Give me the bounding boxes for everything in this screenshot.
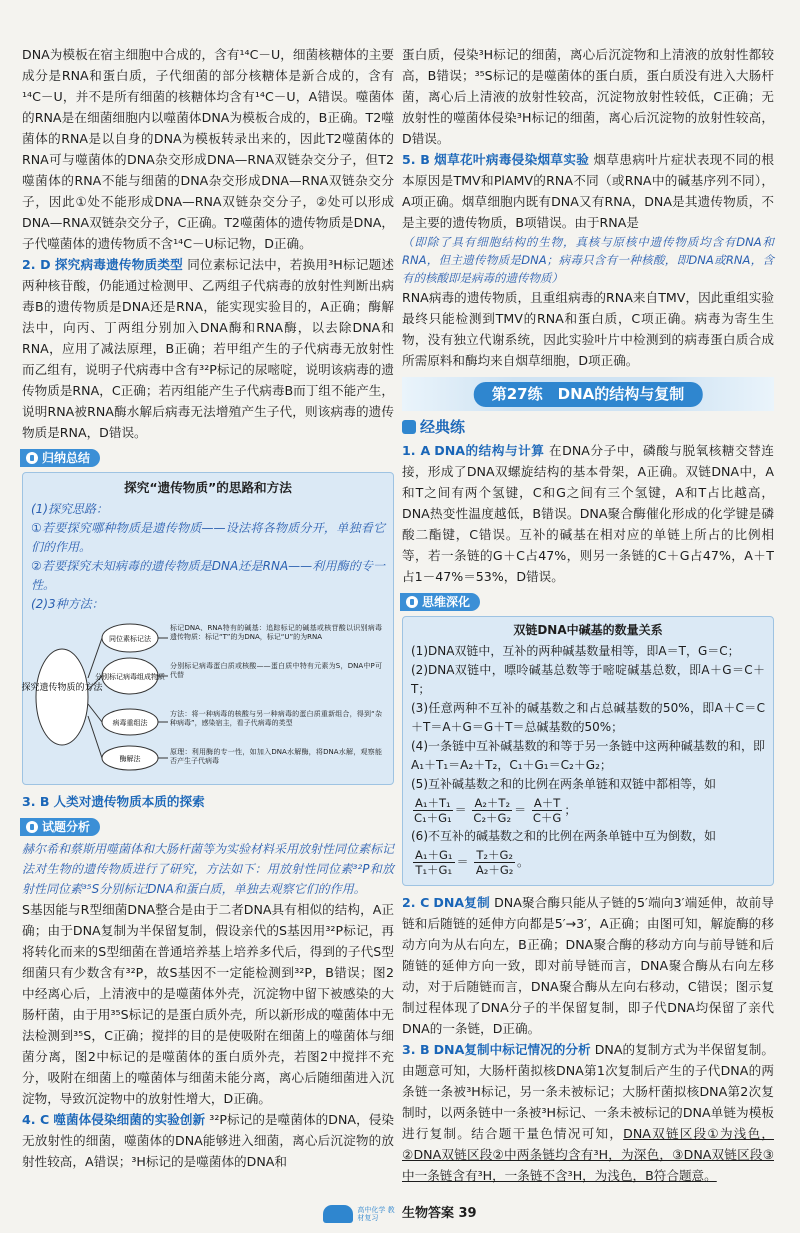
answer-2 bbox=[22, 254, 394, 443]
flow-item-2-text: 分别标记病毒蛋白质或核酸——蛋白质中特有元素为S，DNA中P可代替 bbox=[170, 662, 382, 679]
flow-node-4-label: 酶解法 bbox=[119, 755, 141, 763]
answer-r1 bbox=[402, 440, 774, 587]
answer-3-heading bbox=[22, 791, 394, 812]
flow-node-3-label: 病毒重组法 bbox=[112, 719, 148, 727]
summary-line: ②若要探究未知病毒的遗传物质是DNA还是RNA——利用酶的专一性。 bbox=[31, 559, 385, 592]
relation-6: (6)不互补的碱基数之和的比例在两条单链中互为倒数，如 bbox=[411, 829, 717, 843]
answer-r3 bbox=[402, 1039, 774, 1186]
base-relation-panel bbox=[402, 616, 774, 886]
method-flow-diagram bbox=[21, 618, 384, 776]
answer-r2-number: 2. C bbox=[402, 895, 430, 910]
relation-5-formula: $\frac{\text{A₁＋T₁}}{\text{C₁＋G₁}}$ ＝ $\frac{\text{A₂＋T₂}}{\text{C₂＋G₂}}$ ＝ $\frac{A+T}{C+G}$ ； bbox=[413, 796, 577, 825]
page-footer bbox=[0, 1202, 800, 1223]
flow-node-2-label: 分别标记病毒组成物质 bbox=[95, 673, 165, 681]
handwritten-note: 赫尔希和蔡斯用噬菌体和大肠杆菌等为实验材料采用放射性同位素标记法对生物的遗传物质进行了研究，方法如下：用放射性同位素³²P和放射性同位素³⁵S分别标记DNA和蛋白质，单独去观察它们的作用。 bbox=[22, 842, 395, 896]
answer-r2-topic: DNA复制 bbox=[433, 895, 490, 910]
analysis-icon bbox=[26, 821, 38, 833]
answer-4-topic: 噬菌体侵染细菌的实验创新 bbox=[53, 1112, 206, 1127]
flow-item-3-text: 方法：将一种病毒的核酸与另一种病毒的蛋白质重新组合，得到“杂种病毒”，感染宿主，看子代病毒的类型 bbox=[170, 710, 382, 727]
summary-line: (2)3种方法： bbox=[31, 597, 104, 611]
classic-icon bbox=[402, 420, 416, 434]
flow-center-label: 探究遗传物质的方法 bbox=[21, 683, 103, 693]
base-relation-title: 双链DNA中碱基的数量关系 bbox=[513, 623, 663, 637]
summary-line: (1)探究思路： bbox=[31, 502, 108, 516]
answer-4-continuation: 蛋白质，侵染³H标记的细菌，离心后沉淀物和上清液的放射性都较高，B错误；³⁵S标记的是噬菌体的蛋白质，蛋白质没有进入大肠杆菌，离心后上清液的放射性较高，沉淀物放射性较低，C正确；无放射性的噬菌体侵染³H标记的细菌，离心后沉淀物的放射性较高，D错误。 bbox=[402, 47, 774, 146]
answer-5-topic: 烟草花叶病毒侵染烟草实验 bbox=[433, 152, 590, 167]
answer-3-topic: 人类对遗传物质本质的探索 bbox=[53, 794, 205, 809]
section-banner bbox=[402, 377, 774, 411]
answer-5-text: 烟草患病叶片症状表现不同的根本原因是TMV和PlAMV的RNA不同（或RNA中的碱基序列不同），A项正确。烟草细胞内既有DNA又有RNA，DNA是其遗传物质，不是主要的遗传物质，B项错误。由于RNA是 bbox=[402, 152, 774, 230]
answer-3-number: 3. B bbox=[22, 794, 50, 809]
answer-5-number: 5. B bbox=[402, 152, 430, 167]
answer-5-handwritten: （即除了具有细胞结构的生物，真核与原核中遗传物质均含有DNA和RNA，但主遗传物质是DNA；病毒只含有一种核酸，即DNA或RNA，含有的核酸即是病毒的遗传物质） bbox=[402, 235, 774, 285]
answer-4 bbox=[22, 1109, 394, 1172]
brand-logo-icon bbox=[323, 1205, 353, 1223]
relation-5: (5)互补碱基数之和的比例在两条单链和双链中都相等，如 bbox=[411, 777, 717, 791]
section-title: 第27练 DNA的结构与复制 bbox=[474, 382, 703, 407]
flow-node-1-label: 同位素标记法 bbox=[109, 635, 151, 643]
right-column bbox=[402, 44, 774, 1186]
page-label: 生物答案 39 bbox=[401, 1206, 477, 1221]
flow-item-4-text: 原理：利用酶的专一性，如加入DNA水解酶，将DNA水解，观察能否产生子代病毒 bbox=[170, 748, 382, 765]
answer-r1-text: 在DNA分子中，磷酸与脱氧核糖交替连接，形成了DNA双螺旋结构的基本骨架，A正确。双链DNA中，A和T之间有两个氢键，C和G之间有三个氢键，A和T占比越高，DNA热变性温度越低，B错误。DNA聚合酶催化形成的化学键是磷酸二酯键，C错误。互补的碱基在相对应的单链上所占的比例相等，若一条链的G＋C占47%，则另一条链的C＋G占47%，A＋T占1－47%＝53%，D错误。 bbox=[402, 443, 774, 584]
answer-4-text: ³²P标记的是噬菌体的DNA，侵染无放射性的细菌，噬菌体的DNA能够进入细菌，离心后沉淀物的放射性较高，A错误；³H标记的是噬菌体的DNA和 bbox=[22, 1112, 394, 1169]
relation-4: (4)一条链中互补碱基数的和等于另一条链中这两种碱基数的和，即A₁＋T₁＝A₂＋T₂，C₁＋G₁＝C₂＋G₂； bbox=[411, 739, 765, 772]
analysis-tag: 试题分析 bbox=[20, 818, 100, 836]
answer-5-text-2: RNA病毒的遗传物质，且重组病毒的RNA来自TMV，因此重组实验最终只能检测到TMV的RNA和蛋白质，C项正确。病毒为寄生生物，没有独立代谢系统，因此实验叶片中检测到的病毒蛋白质合成所需原料和酶均来自烟草细胞，D项正确。 bbox=[402, 290, 774, 368]
answer-r1-number: 1. A bbox=[402, 443, 431, 458]
footer-brand-text: 高中化学 教材复习 bbox=[357, 1205, 395, 1222]
answer-5 bbox=[402, 149, 774, 233]
deepen-tag: 思维深化 bbox=[400, 593, 480, 611]
answer-r3-number: 3. B bbox=[402, 1042, 430, 1057]
summary-tag: 归纳总结 bbox=[20, 449, 100, 467]
summary-panel bbox=[22, 472, 394, 785]
answer-r3-text: DNA的复制方式为半保留复制。由题意可知，大肠杆菌拟核DNA第1次复制后产生的子代DNA的两条链一条被³H标记，另一条未被标记；大肠杆菌拟核DNA第2次复制时，以两条链中一条被³H标记、一条未被标记的DNA单链为模板进行复制。结合题干量色情况可知， bbox=[402, 1042, 774, 1141]
summary-line: ①若要探究哪种物质是遗传物质——设法将各物质分开，单独看它们的作用。 bbox=[31, 521, 385, 554]
answer-2-number: 2. D bbox=[22, 257, 51, 272]
flow-item-1-text: 标记DNA、RNA特有的碱基：追踪标记的碱基或核苷酸以识别病毒遗传物质：标记“T”的为DNA，标记“U”的为RNA bbox=[170, 624, 382, 641]
answer-2-text: 同位素标记法中，若换用³H标记题述两种核苷酸，仍能通过检测甲、乙两组子代病毒的放射性判断出病毒B的遗传物质是DNA还是RNA，能实现实验目的，A正确；酶解法中，向丙、丁两组分别加入DNA酶和RNA酶，以去除DNA和RNA，应用了减法原理，B正确；若甲组产生的子代病毒无放射性而乙组有，说明子代病毒中含有³²P标记的尿嘧啶，说明该病毒的遗传物质是RNA，C正确；若丙组能产生子代病毒B而丁组不能产生，说明RNA被RNA酶水解后病毒无法增殖产生子代，则该病毒的遗传物质是RNA，D错误。 bbox=[22, 257, 394, 440]
relation-1: (1)DNA双链中，互补的两种碱基数量相等，即A＝T，G＝C； bbox=[411, 644, 740, 658]
left-column bbox=[22, 44, 394, 1172]
answer-r3-topic: DNA复制中标记情况的分析 bbox=[433, 1042, 591, 1057]
answer-r3-text-underlined: DNA双链区段①为浅色，②DNA双链区段②中两条链均含有³H，为深色，③DNA双链区段③中一条链含有³H，一条链不含³H，为浅色，B符合题意。 bbox=[402, 1126, 775, 1183]
relation-2: (2)DNA双链中，嘌呤碱基总数等于嘧啶碱基总数，即A＋G＝C＋T； bbox=[411, 663, 765, 696]
summary-icon bbox=[26, 452, 38, 464]
summary-title: 探究“遗传物质”的思路和方法 bbox=[124, 480, 292, 495]
flow-center-node bbox=[36, 649, 88, 745]
classic-heading: 经典练 bbox=[402, 417, 774, 438]
relation-6-formula: $\frac{\text{A₁＋G₁}}{\text{T₁＋G₁}}$ ＝ $\frac{\text{T₂＋G₂}}{\text{A₂＋G₂}}$ 。 bbox=[415, 848, 529, 877]
answer-r2 bbox=[402, 892, 774, 1039]
answer-4-number: 4. C bbox=[22, 1112, 50, 1127]
answer-continuation: DNA为模板在宿主细胞中合成的，含有¹⁴C－U，细菌核糖体的主要成分是RNA和蛋白质，子代细菌的部分核糖体是新合成的，含有¹⁴C－U，并不是所有细菌的核糖体均含有¹⁴C－U，A错误。噬菌体的RNA是在细菌细胞内以噬菌体DNA为模板合成的，B正确。T2噬菌体的RNA是以自身的DNA为模板转录出来的，因此T2噬菌体的RNA可与噬菌体的DNA杂交形成DNA—RNA双链杂交分子，但T2噬菌体的RNA不能与细菌的DNA杂交形成DNA—RNA双链杂交分子，因此①处不能形成DNA—RNA双链杂交分子，②处可以形成DNA—RNA双链杂交分子，C正确。T2噬菌体的遗传物质是DNA，子代噬菌体的遗传物质不含¹⁴C－U标记物，D正确。 bbox=[22, 47, 394, 251]
deepen-icon bbox=[406, 596, 418, 608]
answer-r2-text: DNA聚合酶只能从子链的5′端向3′端延伸，故前导链和后随链的延伸方向都是5′→3′，A正确；由图可知，解旋酶的移动方向为从右向左，B正确；DNA聚合酶的移动方向与前导链和后随链的延伸方向一致，即对前导链而言，DNA聚合酶从右向左移动，对于后随链而言，DNA聚合酶从左向右移动，C错误；图示复制过程体现了DNA分子的半保留复制，即子代DNA均保留了亲代DNA的一条链，D正确。 bbox=[402, 895, 774, 1036]
relation-3: (3)任意两种不互补的碱基数之和占总碱基数的50%，即A＋C＝C＋T＝A＋G＝G＋T＝总碱基数的50%； bbox=[411, 701, 765, 734]
answer-3-text: S基因能与R型细菌DNA整合是由于二者DNA具有相似的结构，A正确；由于DNA复制为半保留复制，假设亲代的S基因用³²P标记，再将转化而来的S型细菌在普通培养基上培养多代后，得到的子代S型细菌只有少数含有³²P，故S基因不一定能检测到³²P，B错误；图2中经离心后，上清液中的是噬菌体外壳，沉淀物中留下被感染的大肠杆菌，由于用³⁵S标记的是蛋白质外壳，所以新形成的噬菌体中无法检测到³⁵S，C正确；搅拌的目的是使吸附在细菌上的噬菌体与细菌分离，图2中标记的是噬菌体的蛋白质外壳，若图2中搅拌不充分，吸附在细菌上的噬菌体与细菌未能分离，离心后随细菌进入沉淀物，导致沉淀物中的放射性增大，D正确。 bbox=[22, 902, 394, 1106]
answer-2-topic: 探究病毒遗传物质类型 bbox=[54, 257, 183, 272]
answer-r1-topic: DNA的结构与计算 bbox=[434, 443, 545, 458]
